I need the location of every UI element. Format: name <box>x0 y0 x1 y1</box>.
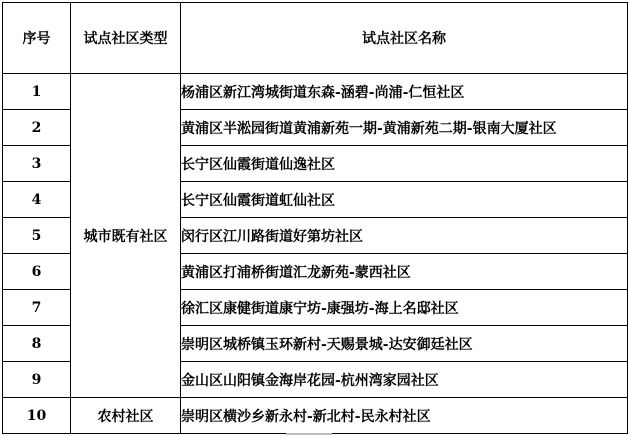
row-number: 8 <box>3 326 71 362</box>
community-name: 黄浦区打浦桥街道汇龙新苑-蒙西社区 <box>181 254 628 290</box>
community-name: 黄浦区半淞园街道黄浦新苑一期-黄浦新苑二期-银南大厦社区 <box>181 110 628 146</box>
community-name: 长宁区仙霞街道仙逸社区 <box>181 146 628 182</box>
community-type-rural: 农村社区 <box>71 398 181 434</box>
community-name: 崇明区横沙乡新永村-新北村-民永村社区 <box>181 398 628 434</box>
row-number: 1 <box>3 74 71 110</box>
header-community-type: 试点社区类型 <box>71 3 181 74</box>
community-type-urban: 城市既有社区 <box>71 74 181 398</box>
table-row <box>3 74 628 110</box>
header-serial-number: 序号 <box>3 3 71 74</box>
row-number: 7 <box>3 290 71 326</box>
table-header-row <box>3 3 628 74</box>
community-name: 长宁区仙霞街道虹仙社区 <box>181 182 628 218</box>
row-number: 2 <box>3 110 71 146</box>
row-number: 6 <box>3 254 71 290</box>
pilot-community-table <box>2 2 628 434</box>
row-number: 3 <box>3 146 71 182</box>
row-number: 9 <box>3 362 71 398</box>
header-community-name: 试点社区名称 <box>181 3 628 74</box>
row-number: 4 <box>3 182 71 218</box>
community-name: 金山区山阳镇金海岸花园-杭州湾家园社区 <box>181 362 628 398</box>
community-name: 崇明区城桥镇玉环新村-天赐景城-达安御廷社区 <box>181 326 628 362</box>
row-number: 5 <box>3 218 71 254</box>
community-name: 徐汇区康健街道康宁坊-康强坊-海上名邸社区 <box>181 290 628 326</box>
table-row <box>3 398 628 434</box>
community-name: 闵行区江川路街道好第坊社区 <box>181 218 628 254</box>
community-name: 杨浦区新江湾城街道东森-涵碧-尚浦-仁恒社区 <box>181 74 628 110</box>
row-number: 10 <box>3 398 71 434</box>
bottom-divider <box>286 433 332 435</box>
